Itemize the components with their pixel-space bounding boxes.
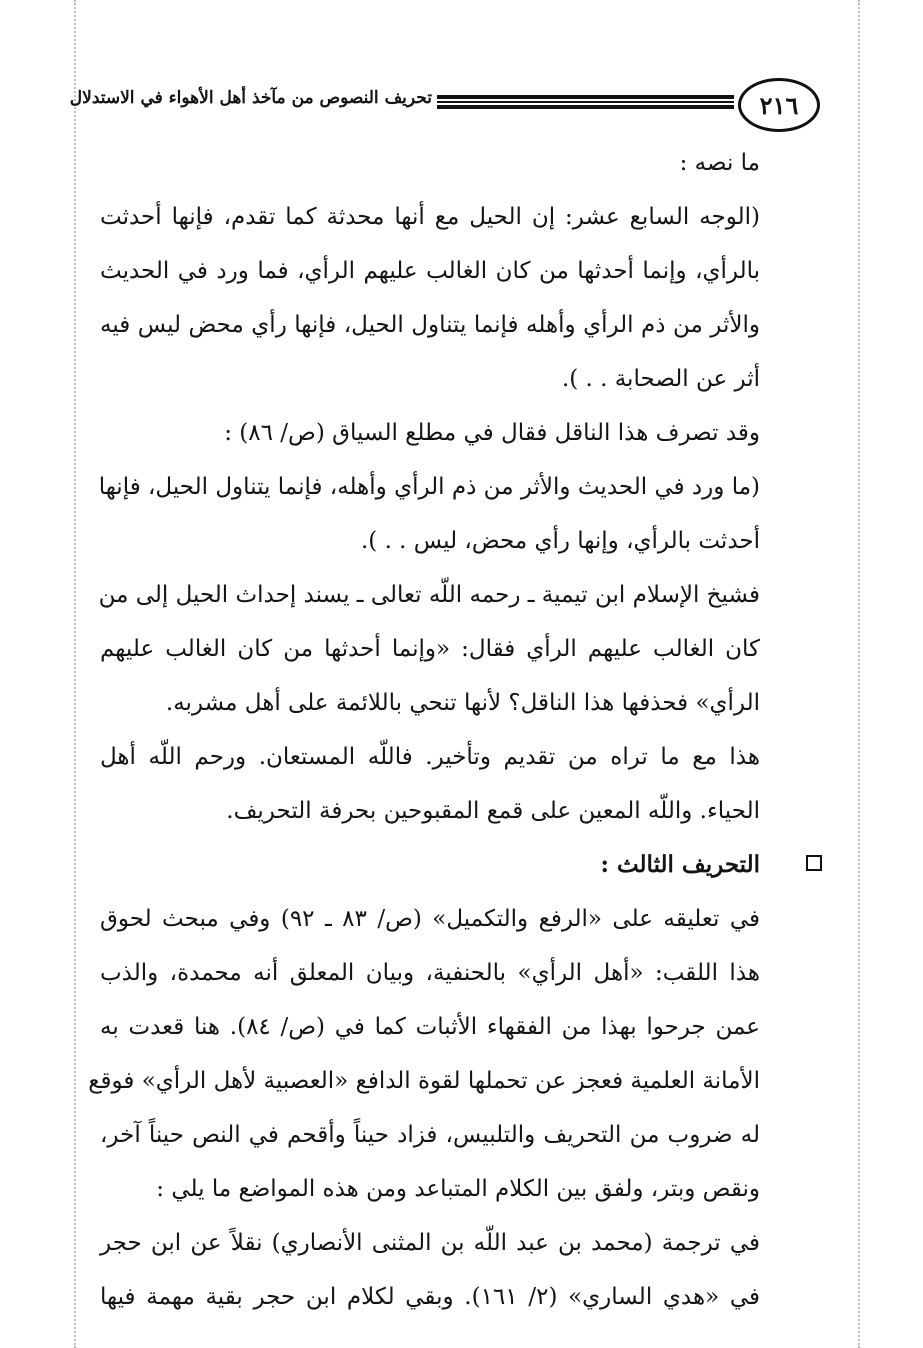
- page-number: ٢١٦: [738, 78, 820, 132]
- para6-line: في «هدي الساري» (٢/ ١٦١). وبقي لكلام ابن حجر بقية مهمة فيها: [100, 1284, 761, 1310]
- quote1-line: (الوجه السابع عشر: إن الحيل مع أنها محدثة كما تقدم، فإنها أحدثت: [100, 204, 760, 230]
- scan-dot-line: [74, 0, 76, 1348]
- header-rule: [437, 95, 734, 109]
- para5-line: ونقص وبتر، ولفق بين الكلام المتباعد ومن هذه المواضع ما يلي :: [156, 1176, 760, 1202]
- running-title: تحريف النصوص من مآخذ أهل الأهواء في الاستدلال: [69, 88, 432, 108]
- para4-line: الحياء. واللّه المعين على قمع المقبوحين بحرفة التحريف.: [226, 798, 760, 824]
- square-bullet-icon: [806, 855, 822, 871]
- para3-line: الرأي» فحذفها هذا الناقل؟ لأنها تنحي باللائمة على أهل مشربه.: [165, 690, 760, 716]
- section-heading-row: [100, 838, 760, 892]
- scan-dot-line: [858, 0, 860, 1348]
- page-body: [88, 136, 761, 1324]
- para5-line: عمن جرحوا بهذا من الفقهاء الأثبات كما في (ص/ ٨٤). هنا قعدت به: [100, 1014, 760, 1040]
- quote1-line: أثر عن الصحابة . . ).: [561, 366, 760, 392]
- quote2-line: (ما ورد في الحديث والأثر من ذم الرأي وأهله، فإنما يتناول الحيل، فإنها: [98, 474, 760, 500]
- para6-line: في ترجمة (محمد بن عبد اللّه بن المثنى الأنصاري) نقلاً عن ابن حجر: [100, 1230, 760, 1256]
- para2-line: وقد تصرف هذا الناقل فقال في مطلع السياق (ص/ ٨٦) :: [224, 420, 760, 446]
- quote1-line: والأثر من ذم الرأي وأهله فإنما يتناول الحيل، فإنها رأي محض ليس فيه: [100, 312, 760, 338]
- intro-line: ما نصه :: [679, 150, 760, 176]
- para3-line: كان الغالب عليهم الرأي فقال: «وإنما أحدثها من كان الغالب عليهم: [100, 636, 760, 662]
- section-heading: التحريف الثالث :: [600, 851, 760, 878]
- page-header: [69, 78, 820, 134]
- para5-line: الأمانة العلمية فعجز عن تحملها لقوة الدافع «العصبية لأهل الرأي» فوقع: [88, 1068, 760, 1094]
- para3-line: فشيخ الإسلام ابن تيمية ـ رحمه اللّه تعالى ـ يسند إحداث الحيل إلى من: [98, 582, 760, 608]
- quote1-line: بالرأي، وإنما أحدثها من كان الغالب عليهم الرأي، فما ورد في الحديث: [100, 258, 760, 284]
- quote2-line: أحدثت بالرأي، وإنها رأي محض، ليس . . ).: [360, 528, 760, 554]
- para4-line: هذا مع ما تراه من تقديم وتأخير. فاللّه المستعان. ورحم اللّه أهل: [100, 744, 760, 770]
- para5-line: في تعليقه على «الرفع والتكميل» (ص/ ٨٣ ـ ٩٢) وفي مبحث لحوق: [100, 906, 760, 932]
- para5-line: هذا اللقب: «أهل الرأي» بالحنفية، وبيان المعلق أنه محمدة، والذب: [100, 960, 760, 986]
- para5-line: له ضروب من التحريف والتلبيس، فزاد حيناً وأقحم في النص حيناً آخر،: [100, 1122, 760, 1148]
